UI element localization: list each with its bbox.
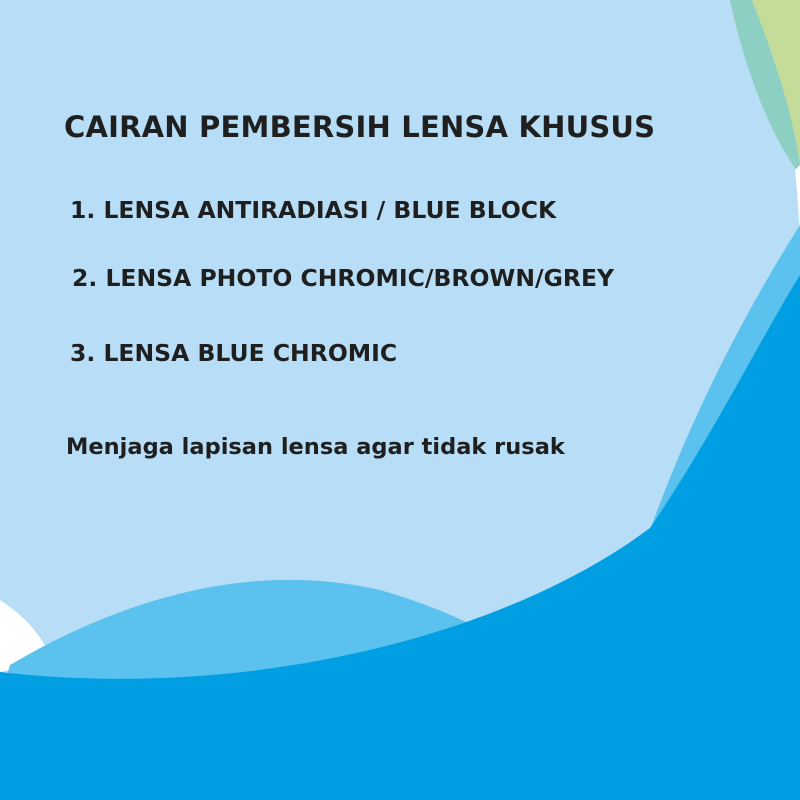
list-item-3: 3. LENSA BLUE CHROMIC [70, 339, 398, 367]
list-item-2: 2. LENSA PHOTO CHROMIC/BROWN/GREY [72, 264, 615, 292]
list-item-1: 1. LENSA ANTIRADIASI / BLUE BLOCK [70, 196, 557, 224]
headline: CAIRAN PEMBERSIH LENSA KHUSUS [64, 110, 656, 144]
tagline: Menjaga lapisan lensa agar tidak rusak [66, 434, 565, 460]
